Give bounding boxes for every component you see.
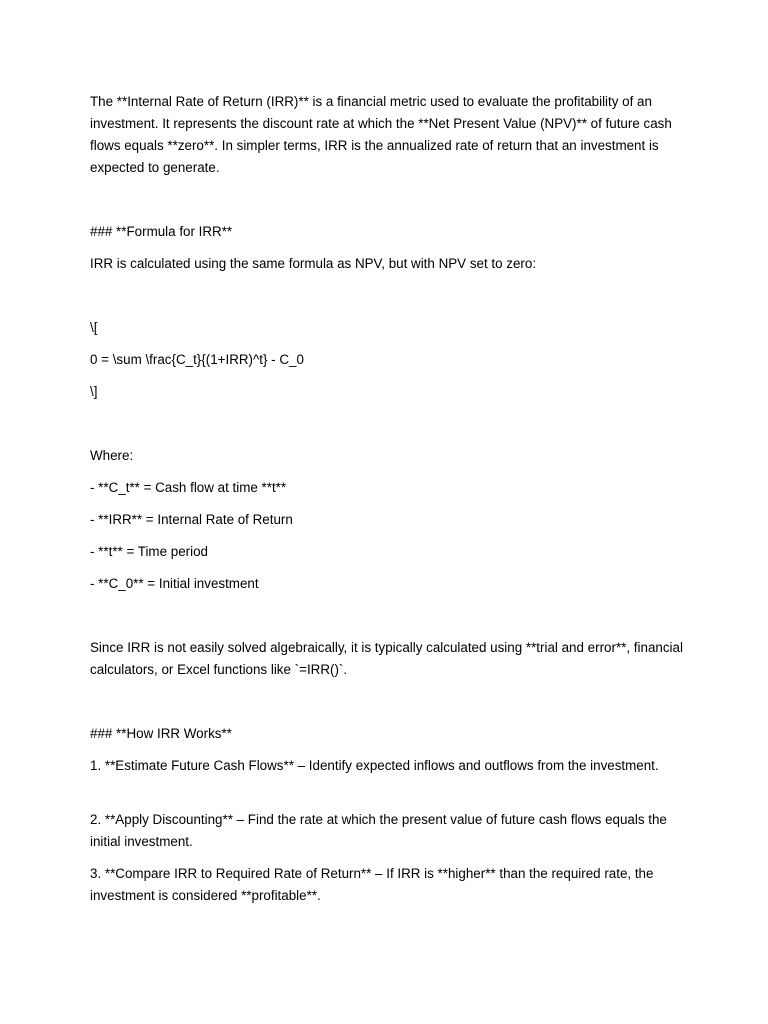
how-heading: ### **How IRR Works** xyxy=(90,726,232,741)
where-item-c0: - **C_0** = Initial investment xyxy=(90,576,259,591)
formula-open: \[ xyxy=(90,320,98,335)
formula-intro: IRR is calculated using the same formula as NPV, but with NPV set to zero: xyxy=(90,256,537,271)
formula-body: 0 = \sum \frac{C_t}{(1+IRR)^t} - C_0 xyxy=(90,352,304,367)
where-label: Where: xyxy=(90,448,134,463)
formula-close: \] xyxy=(90,384,98,399)
calculation-note: Since IRR is not easily solved algebraically, it is typically calculated using **trial and error**, financial calculators, or Excel functions like `=IRR()`. xyxy=(90,640,687,677)
step-2: 2. **Apply Discounting** – Find the rate at which the present value of future cash flows equals the initial investment. xyxy=(90,812,671,849)
where-item-ct: - **C_t** = Cash flow at time **t** xyxy=(90,480,287,495)
where-item-t: - **t** = Time period xyxy=(90,544,208,559)
formula-heading: ### **Formula for IRR** xyxy=(90,224,233,239)
where-item-irr: - **IRR** = Internal Rate of Return xyxy=(90,512,293,527)
intro-paragraph: The **Internal Rate of Return (IRR)** is a financial metric used to evaluate the profitability of an investment. It represents the discount rate at which the **Net Present Value (NPV)** of future cash flows equals **zero**. In simpler terms, IRR is the annualized rate of return that an investment is expected to generate. xyxy=(90,94,676,175)
step-3: 3. **Compare IRR to Required Rate of Return** – If IRR is **higher** than the required rate, the investment is considered **profitable**. xyxy=(90,866,658,903)
step-1: 1. **Estimate Future Cash Flows** – Identify expected inflows and outflows from the investment. xyxy=(90,758,659,773)
